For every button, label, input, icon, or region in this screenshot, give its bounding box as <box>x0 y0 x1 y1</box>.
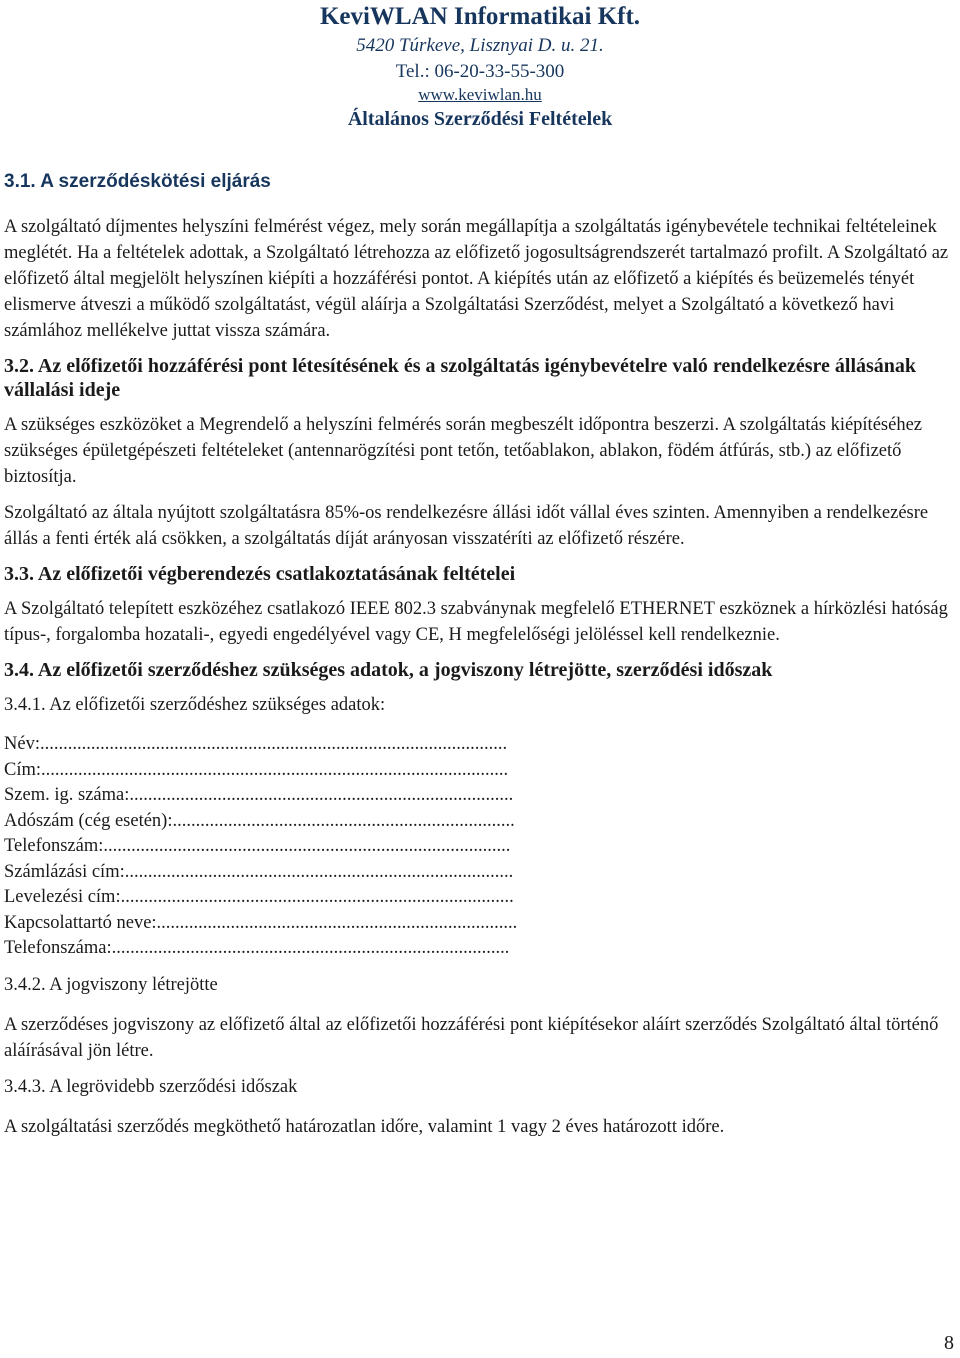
section-3-1-body: A szolgáltató díjmentes helyszíni felmérést végez, mely során megállapítja a szolgáltatás igénybevétele technikai feltételeinek meglétét. Ha a feltételek adottak, a Szolgáltató létrehozza az előfizető jogosultságrendszerét tartalmazó profilt. A Szolgáltató az előfizető által megjelölt helyszínen kiépíti a hozzáférési pontot. A kiépítés után az előfizető a kiépítés és beüzemelés tényét elismerve átveszi a működő szolgáltatást, végül aláírja a Szolgáltatási Szerződést, melyet a Szolgáltató a következő havi számlához mellékelve juttat vissza számára. <box>4 217 949 341</box>
section-3-4-title: 3.4. Az előfizetői szerződéshez szükséges adatok, a jogviszony létrejötte, szerződési időszak <box>4 659 773 681</box>
section-3-3-title: 3.3. Az előfizetői végberendezés csatlakoztatásának feltételei <box>4 563 516 585</box>
field-contact-name: Kapcsolattartó neve:.............................................................................. <box>4 912 518 933</box>
section-3-4-2-body: A szerződéses jogviszony az előfizető által az előfizetői hozzáférési pont kiépítésekor aláírt szerződés Szolgáltató által történő aláírásával jön létre. <box>4 1014 939 1061</box>
field-id-number: Szem. ig. száma:................................................................................... <box>4 785 514 805</box>
section-3-2-paragraph-2: Szolgáltató az általa nyújtott szolgáltatásra 85%-os rendelkezésre állási időt vállal éves szinten. Amennyiben a rendelkezésre állás a fenti érték alá csökken, a szolgáltatás díját arányosan visszatéríti az előfizető részére. <box>4 503 929 549</box>
section-3-4-1-title: 3.4.1. Az előfizetői szerződéshez szükséges adatok: <box>4 695 386 715</box>
document-title: Általános Szerződési Feltételek <box>347 108 613 130</box>
section-3-4-3-body: A szolgáltatási szerződés megköthető határozatlan időre, valamint 1 vagy 2 éves határozott időre. <box>4 1116 725 1137</box>
section-3-2-paragraph-1: A szükséges eszközöket a Megrendelő a helyszíni felmérés során megbeszélt időpontra beszerzi. A szolgáltatás kiépítéséhez szükséges épületgépészeti feltételeket (antennarögzítési pont tetőn, tetőablakon, ablakon, födém átfúrás, stb.) az előfizető biztosítja. <box>4 415 922 487</box>
company-website-link[interactable]: www.keviwlan.hu <box>418 85 542 104</box>
field-contact-phone: Telefonszáma:...................................................................................... <box>4 938 510 958</box>
section-3-2-title: 3.2. Az előfizetői hozzáférési pont létesítésének és a szolgáltatás igénybevételre való rendelkezésre állásának vállalási ideje <box>4 355 917 401</box>
document-body <box>4 170 956 1140</box>
field-phone: Telefonszám:........................................................................................ <box>4 836 511 856</box>
company-phone: Tel.: 06-20-33-55-300 <box>395 61 565 82</box>
field-name: Név:..................................................................................................... <box>4 734 508 754</box>
document-header <box>0 2 960 132</box>
subscriber-data-fields <box>4 732 956 962</box>
company-address: 5420 Túrkeve, Lisznyai D. u. 21. <box>356 35 604 56</box>
field-tax-number: Adószám (cég esetén):.......................................................................... <box>4 810 515 831</box>
section-3-3-body: A Szolgáltató telepített eszközéhez csatlakozó IEEE 802.3 szabványnak megfelelő ETHERNET eszköznek a hírközlési hatóság típus-, forgalomba hozatali-, egyedi engedélyével vagy CE, H megfelelőségi jelöléssel kell rendelkeznie. <box>4 599 948 645</box>
section-3-4-3-title: 3.4.3. A legrövidebb szerződési időszak <box>4 1076 298 1097</box>
section-3-4-2-title: 3.4.2. A jogviszony létrejötte <box>4 974 218 995</box>
field-billing-address: Számlázási cím:.................................................................................... <box>4 861 514 882</box>
company-name: KeviWLAN Informatikai Kft. <box>319 3 641 30</box>
page-number: 8 <box>944 1332 954 1354</box>
field-mailing-address: Levelezési cím:..................................................................................... <box>4 887 514 907</box>
section-3-1-title: 3.1. A szerződéskötési eljárás <box>4 171 271 192</box>
field-address: Cím:..................................................................................................... <box>4 759 509 780</box>
